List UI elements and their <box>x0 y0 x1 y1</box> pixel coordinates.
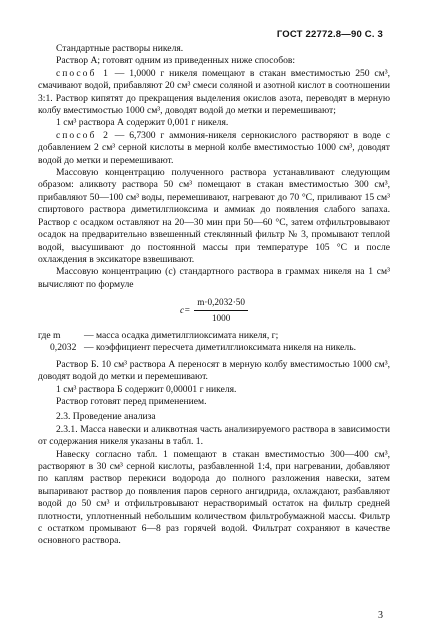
definition-coefficient-term: 0,2032 <box>50 342 77 354</box>
definition-m-term: где m <box>38 329 61 341</box>
formula-numerator: m·0,2032·50 <box>194 296 248 310</box>
page-number: 3 <box>378 609 383 621</box>
page-header: ГОСТ 22772.8—90 С. 3 <box>276 29 383 40</box>
definition-m <box>38 330 390 342</box>
method-1-label: способ 1 <box>56 67 110 79</box>
method-2-label: способ 2 <box>56 129 110 141</box>
paragraph-method-1 <box>38 68 390 118</box>
definition-coefficient-text: — коэффициент пересчета диметилглиоксимата никеля на никель. <box>84 342 356 354</box>
formula-lhs: c= <box>180 304 191 315</box>
paragraph-prepare-before-use: Раствор готовят перед применением. <box>56 395 207 407</box>
section-title-analysis: 2.3. Проведение анализа <box>56 411 156 423</box>
paragraph-solution-b-content: 1 см³ раствора Б содержит 0,00001 г никеля. <box>56 383 237 395</box>
paragraph-solution-b: Раствор Б. 10 см³ раствора А переносят в мерную колбу вместимостью 1000 см³, доводят водой до метки и перемешивают. <box>38 358 390 383</box>
paragraph-method-2 <box>38 130 390 167</box>
document-body <box>38 43 390 548</box>
paragraph-solution-a-content: 1 см³ раствора А содержит 0,001 г никеля. <box>56 117 229 129</box>
method-1-text: — 1,0000 г никеля помещают в стакан вместимостью 250 см³, смачивают водой, прибавляют 20 см³ смеси соляной и азотной кислот в соотношении 3:1. Раствор кипятят до прекращения выделения окислов азота, переводят в мерную колбу вместимостью 1000 см³, доводят водой до метки и перемешивают; <box>38 67 390 117</box>
formula-fraction <box>194 296 248 324</box>
definition-m-text: — масса осадка диметилглиоксимата никеля, г; <box>84 329 279 341</box>
formula-denominator: 1000 <box>211 312 231 323</box>
paragraph-formula-intro: Массовую концентрацию (c) стандартного раствора в граммах никеля на 1 см³ вычисляют по формуле <box>38 266 390 290</box>
definition-coefficient <box>38 342 390 354</box>
formula-definitions <box>38 330 390 355</box>
concentration-formula <box>38 296 390 324</box>
method-2-text: — 6,7300 г аммония-никеля сернокислого растворяют в воде с добавлением 2 см³ серной кислоты в мерной колбе вместимостью 1000 см³, доводят водой до метки и перемешивают. <box>38 129 391 166</box>
paragraph-2-3-1: 2.3.1. Масса навески и аликвотная часть анализируемого раствора в зависимости от содержания никеля указаны в табл. 1. <box>38 423 390 448</box>
paragraph-solution-a: Раствор А; готовят одним из приведенных ниже способов: <box>56 55 296 67</box>
paragraph-sample-procedure: Навеску согласно табл. 1 помещают в стакан вместимостью 300—400 см³, растворяют в 30 см³ серной кислоты, разбавленной 1:4, при нагревании, добавляют по каплям раствор перекиси водорода до полного разложения навески, затем выпаривают раствор до появления паров серного ангидрида, охлаждают, разбавляют водой до 50 см³ и отфильтровывают нерастворимый остаток на фильтр средней плотности, уплотненный небольшим количеством фильтробумажной массы. Фильтр с остатком промывают 6—8 раз горячей водой. Фильтрат сохраняют в качестве основного раствора. <box>38 448 390 547</box>
paragraph-concentration-procedure: Массовую концентрацию полученного раствора устанавливают следующим образом: аликвоту раствора 50 см³ помещают в стакан вместимостью 300 см³, прибавляют 50—100 см³ воды, перемешивают, нагревают до 70 °С, приливают 15 см³ спиртового раствора диметилглиоксима и аммиак до появления слабого запаха. Раствор с осадком оставляют на 20—30 мин при 50—60 °С, затем отфильтровывают осадок на предварительно взвешенный стеклянный фильтр № 3, промывают теплой водой, высушивают до постоянной массы при температуре 105 °С и после охлаждения в эксикаторе взвешивают. <box>38 167 390 265</box>
paragraph-standard-solutions: Стандартные растворы никеля. <box>56 43 184 54</box>
